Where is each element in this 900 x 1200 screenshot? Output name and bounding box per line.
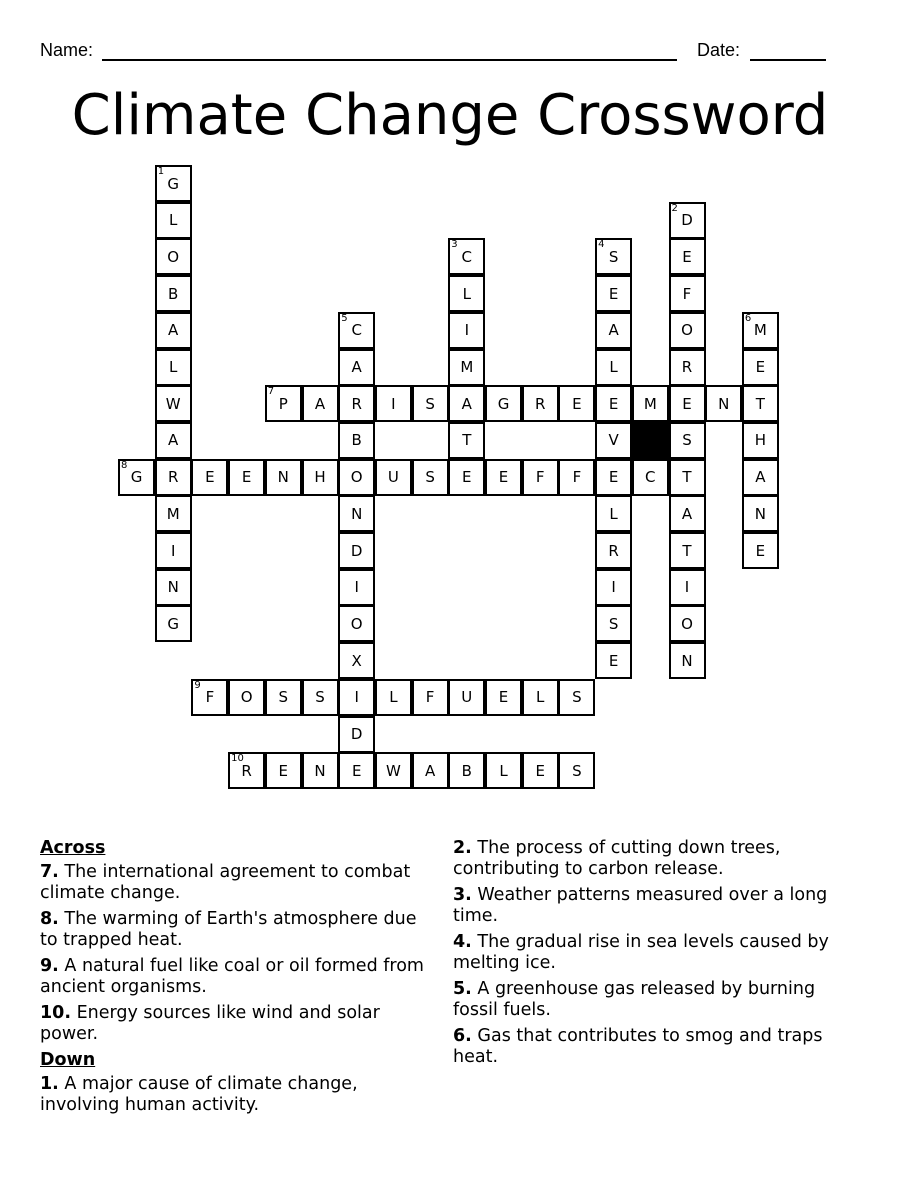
cell-letter: F (572, 468, 582, 487)
grid-cell[interactable] (522, 385, 559, 422)
grid-cell[interactable] (155, 459, 192, 496)
cell-letter: R (167, 468, 179, 487)
grid-cell[interactable] (558, 459, 595, 496)
cell-letter: D (350, 725, 363, 743)
cell-letter: B (461, 761, 472, 780)
cell-letter: M (643, 394, 657, 413)
cell-letter: G (167, 174, 179, 193)
clue-down-4 (453, 932, 843, 974)
grid-cell[interactable] (669, 569, 706, 606)
grid-cell[interactable] (669, 495, 706, 532)
grid-cell[interactable] (228, 679, 265, 716)
grid-cell[interactable] (742, 532, 779, 569)
cell-letter: E (608, 468, 619, 487)
cell-letter: O (350, 468, 363, 487)
grid-cell[interactable] (742, 459, 779, 496)
grid-cell[interactable] (669, 459, 706, 496)
down-heading: Down (40, 1050, 96, 1070)
cell-letter: O (681, 321, 693, 340)
cell-letter: U (387, 468, 399, 487)
grid-cell[interactable] (742, 385, 779, 422)
grid-cell[interactable] (595, 569, 632, 606)
grid-cell[interactable] (669, 385, 706, 422)
grid-cell[interactable] (155, 202, 192, 239)
grid-cell[interactable] (155, 385, 192, 422)
grid-cell[interactable] (302, 679, 339, 716)
grid-cell[interactable] (595, 238, 632, 275)
cell-letter: S (315, 688, 325, 707)
grid-cell[interactable] (338, 385, 375, 422)
grid-cell[interactable] (302, 459, 339, 496)
cell-letter: A (681, 504, 693, 523)
clue-number: 8. (40, 909, 59, 929)
grid-cell[interactable] (595, 605, 632, 642)
grid-cell[interactable] (595, 459, 632, 496)
cell-letter: O (167, 247, 180, 266)
clue-start-number: 4 (598, 239, 605, 251)
clue-start-number: 5 (341, 312, 348, 324)
clue-start-number: 3 (451, 239, 458, 251)
clue-text: The gradual rise in sea levels caused by melting ice. (453, 932, 829, 973)
clue-text: A major cause of climate change, involving human activity. (40, 1074, 358, 1115)
cell-letter: I (611, 578, 616, 597)
grid-cell[interactable] (228, 752, 265, 789)
cell-letter: A (461, 394, 472, 413)
cell-letter: X (351, 651, 362, 670)
grid-cell[interactable] (448, 422, 485, 459)
cell-letter: A (168, 431, 179, 450)
grid-cell[interactable] (669, 642, 706, 679)
cell-letter: E (498, 688, 509, 707)
grid-cell[interactable] (338, 422, 375, 459)
grid-cell[interactable] (705, 385, 742, 422)
cell-letter: E (608, 284, 619, 303)
clue-text: Weather patterns measured over a long time. (453, 885, 828, 926)
cell-letter: E (535, 761, 545, 780)
cell-letter: B (351, 431, 362, 450)
cell-letter: L (169, 211, 178, 230)
grid-cell[interactable] (595, 495, 632, 532)
cell-letter: I (684, 578, 690, 597)
cell-letter: L (536, 688, 545, 707)
grid-cell[interactable] (632, 385, 669, 422)
cell-letter: S (608, 614, 619, 633)
cell-letter: E (462, 468, 472, 487)
cell-letter: E (755, 358, 766, 376)
grid-cell[interactable] (412, 752, 449, 789)
date-label: Date: (697, 40, 741, 60)
grid-cell[interactable] (338, 605, 375, 642)
grid-cell[interactable] (338, 642, 375, 679)
clue-across-7 (40, 862, 430, 904)
cell-letter: N (351, 504, 363, 523)
cell-letter: H (754, 431, 767, 450)
grid-cell[interactable] (265, 459, 302, 496)
name-label: Name: (40, 40, 94, 60)
cell-letter: B (168, 284, 179, 303)
cell-letter: T (462, 431, 472, 450)
grid-cell[interactable] (595, 275, 632, 312)
grid-cell[interactable] (669, 532, 706, 569)
clue-across-9 (40, 956, 430, 998)
cell-letter: I (464, 321, 470, 340)
clue-start-number: 7 (267, 386, 275, 398)
clue-number: 5. (453, 979, 472, 999)
grid-cell[interactable] (191, 679, 228, 716)
grid-cell[interactable] (595, 385, 632, 422)
grid-cell[interactable] (155, 312, 192, 349)
cell-letter: E (241, 468, 252, 487)
grid-cell[interactable] (155, 569, 192, 606)
cell-letter: D (350, 541, 363, 560)
cell-letter: A (755, 468, 766, 487)
cell-letter: T (755, 394, 765, 413)
grid-cell[interactable] (228, 459, 265, 496)
grid-cell[interactable] (302, 385, 339, 422)
cell-letter: T (682, 541, 692, 560)
cell-letter: I (354, 578, 359, 597)
clue-number: 10. (40, 1003, 72, 1023)
clue-down-6 (453, 1026, 843, 1068)
cell-letter: S (608, 247, 619, 266)
clues-left-column (40, 838, 430, 1121)
grid-cell[interactable] (412, 385, 449, 422)
grid-cell[interactable] (448, 275, 485, 312)
clue-text: The international agreement to combat climate change. (40, 862, 411, 903)
grid-cell[interactable] (522, 459, 559, 496)
clue-text: Gas that contributes to smog and traps heat. (453, 1026, 823, 1067)
grid-cell[interactable] (302, 752, 339, 789)
cell-letter: R (681, 358, 693, 376)
clue-number: 3. (453, 885, 472, 905)
grid-cell[interactable] (485, 752, 522, 789)
cell-letter: N (681, 651, 693, 670)
grid-cell[interactable] (338, 716, 375, 753)
grid-cell[interactable] (338, 679, 375, 716)
cell-letter: E (608, 651, 619, 670)
cell-letter: O (681, 614, 693, 633)
grid-cell[interactable] (522, 679, 559, 716)
cell-letter: C (461, 247, 473, 266)
cell-letter: L (389, 688, 398, 707)
grid-cell[interactable] (669, 605, 706, 642)
grid-cell[interactable] (632, 459, 669, 496)
cell-letter: S (425, 468, 435, 487)
grid-cell[interactable] (265, 752, 302, 789)
clue-start-number: 9 (194, 679, 201, 691)
cell-letter: M (166, 504, 180, 523)
cell-letter: S (278, 688, 289, 707)
cell-letter: G (130, 468, 143, 487)
cell-letter: G (167, 614, 179, 633)
cell-letter: A (424, 761, 436, 780)
cell-letter: U (461, 688, 473, 707)
cell-letter: E (351, 761, 362, 780)
cell-letter: C (351, 321, 362, 340)
across-heading: Across (40, 838, 106, 858)
cell-letter: S (572, 761, 582, 780)
cell-letter: A (351, 358, 362, 376)
page-title: Climate Change Crossword (71, 83, 829, 148)
clue-number: 9. (40, 956, 59, 976)
clue-start-number: 2 (671, 202, 678, 214)
cell-letter: R (241, 761, 252, 780)
grid-cell[interactable] (448, 349, 485, 386)
cell-letter: L (462, 284, 471, 303)
clue-text: A greenhouse gas released by burning fossil fuels. (453, 979, 816, 1020)
grid-cell[interactable] (338, 569, 375, 606)
grid-cell[interactable] (155, 605, 192, 642)
grid-cell[interactable] (485, 385, 522, 422)
grid-cell[interactable] (485, 459, 522, 496)
grid-cell[interactable] (338, 752, 375, 789)
grid-cell[interactable] (595, 532, 632, 569)
grid-cell[interactable] (191, 459, 228, 496)
cell-letter: C (645, 468, 656, 487)
grid-cell[interactable] (118, 459, 155, 496)
cell-letter: L (609, 358, 618, 376)
cell-letter: F (535, 468, 545, 487)
cell-letter: E (572, 394, 582, 413)
grid-cell[interactable] (595, 312, 632, 349)
cell-letter: E (278, 761, 289, 780)
grid-cell[interactable] (265, 679, 302, 716)
cell-letter: F (682, 284, 692, 303)
cell-letter: W (165, 394, 181, 413)
cell-letter: M (753, 321, 767, 340)
cell-letter: L (169, 358, 178, 376)
cell-letter: L (609, 504, 618, 523)
cell-letter: L (499, 761, 508, 780)
grid-cell[interactable] (375, 752, 412, 789)
grid-cell[interactable] (558, 679, 595, 716)
grid-cell[interactable] (338, 349, 375, 386)
grid-cell[interactable] (669, 312, 706, 349)
cell-letter: R (351, 394, 362, 413)
clue-number: 6. (453, 1026, 472, 1046)
grid-cell[interactable] (448, 679, 485, 716)
grid-cell[interactable] (338, 459, 375, 496)
grid-cell[interactable] (558, 385, 595, 422)
grid-cell[interactable] (155, 275, 192, 312)
grid-cell[interactable] (265, 385, 302, 422)
grid-cell[interactable] (595, 349, 632, 386)
cell-letter: R (534, 394, 546, 413)
cell-letter: S (572, 688, 582, 707)
clue-down-5 (453, 979, 843, 1021)
clue-start-number: 8 (121, 459, 128, 471)
cell-letter: V (608, 431, 619, 450)
cell-letter: E (498, 468, 509, 487)
grid-cell[interactable] (375, 385, 412, 422)
grid-cell[interactable] (558, 752, 595, 789)
grid-cell[interactable] (742, 495, 779, 532)
clue-text: The warming of Earth's atmosphere due to trapped heat. (40, 909, 417, 950)
cell-letter: D (681, 211, 693, 230)
grid-cell[interactable] (338, 532, 375, 569)
clue-number: 1. (40, 1074, 59, 1094)
grid-cell[interactable] (155, 532, 192, 569)
clue-across-8 (40, 909, 430, 951)
cell-letter: F (205, 688, 215, 707)
cell-letter: H (314, 468, 326, 487)
clue-down-2 (453, 838, 843, 880)
cell-letter: A (608, 321, 619, 340)
cell-letter: I (354, 688, 359, 707)
grid-cell[interactable] (448, 312, 485, 349)
grid-cell[interactable] (669, 275, 706, 312)
cell-letter: S (682, 431, 692, 450)
grid-cell[interactable] (155, 495, 192, 532)
clue-number: 2. (453, 838, 472, 858)
grid-cell[interactable] (448, 238, 485, 275)
grid-cell[interactable] (669, 422, 706, 459)
clue-number: 4. (453, 932, 472, 952)
cell-letter: P (278, 394, 288, 413)
grid-cell[interactable] (155, 422, 192, 459)
clues-right-column (453, 838, 843, 1073)
cell-letter: N (277, 468, 289, 487)
cell-letter: O (240, 688, 253, 707)
cell-letter: E (682, 394, 692, 413)
clue-start-number: 10 (231, 753, 244, 765)
grid-cell[interactable] (742, 312, 779, 349)
clue-start-number: 1 (157, 166, 165, 177)
cell-letter: N (314, 761, 326, 780)
clue-number: 7. (40, 862, 59, 882)
grid-cell[interactable] (742, 422, 779, 459)
cell-letter: I (170, 541, 176, 560)
grid-cell[interactable] (448, 385, 485, 422)
grid-cell[interactable] (412, 459, 449, 496)
grid-cell[interactable] (522, 752, 559, 789)
clue-down-3 (453, 885, 843, 927)
clue-across-10 (40, 1003, 430, 1045)
cell-letter: N (754, 504, 766, 523)
cell-letter: I (391, 394, 396, 413)
cell-letter: O (350, 614, 363, 633)
grid-cell[interactable] (338, 312, 375, 349)
clue-down-1 (40, 1074, 430, 1116)
grid-cell[interactable] (375, 459, 412, 496)
grid-cell[interactable] (669, 238, 706, 275)
clue-text: A natural fuel like coal or oil formed from ancient organisms. (40, 956, 424, 997)
clue-text: Energy sources like wind and solar power. (40, 1003, 380, 1044)
grid-cell[interactable] (448, 459, 485, 496)
cell-letter: F (425, 688, 435, 707)
cell-letter: E (205, 468, 215, 487)
cell-letter: A (168, 321, 179, 340)
clue-text: The process of cutting down trees, contributing to carbon release. (453, 838, 781, 879)
grid-cell[interactable] (155, 238, 192, 275)
cell-letter: N (718, 394, 730, 413)
grid-cell[interactable] (155, 165, 192, 202)
cell-letter: N (167, 578, 179, 597)
grid-cell[interactable] (412, 679, 449, 716)
grid-block (632, 422, 669, 459)
grid-cell[interactable] (155, 349, 192, 386)
cell-letter: G (497, 394, 510, 413)
grid-cell[interactable] (595, 642, 632, 679)
cell-letter: S (425, 394, 435, 413)
clue-start-number: 6 (744, 312, 752, 324)
cell-letter: E (755, 541, 766, 560)
grid-cell[interactable] (669, 349, 706, 386)
grid-cell[interactable] (485, 679, 522, 716)
grid-cell[interactable] (338, 495, 375, 532)
cell-letter: M (460, 358, 474, 376)
cell-letter: T (682, 468, 692, 487)
grid-cell[interactable] (595, 422, 632, 459)
grid-cell[interactable] (375, 679, 412, 716)
cell-letter: E (608, 394, 619, 413)
grid-cell[interactable] (448, 752, 485, 789)
cell-letter: E (682, 247, 692, 266)
grid-cell[interactable] (669, 202, 706, 239)
cell-letter: R (608, 541, 619, 560)
cell-letter: A (314, 394, 326, 413)
grid-cell[interactable] (742, 349, 779, 386)
cell-letter: W (385, 761, 401, 780)
